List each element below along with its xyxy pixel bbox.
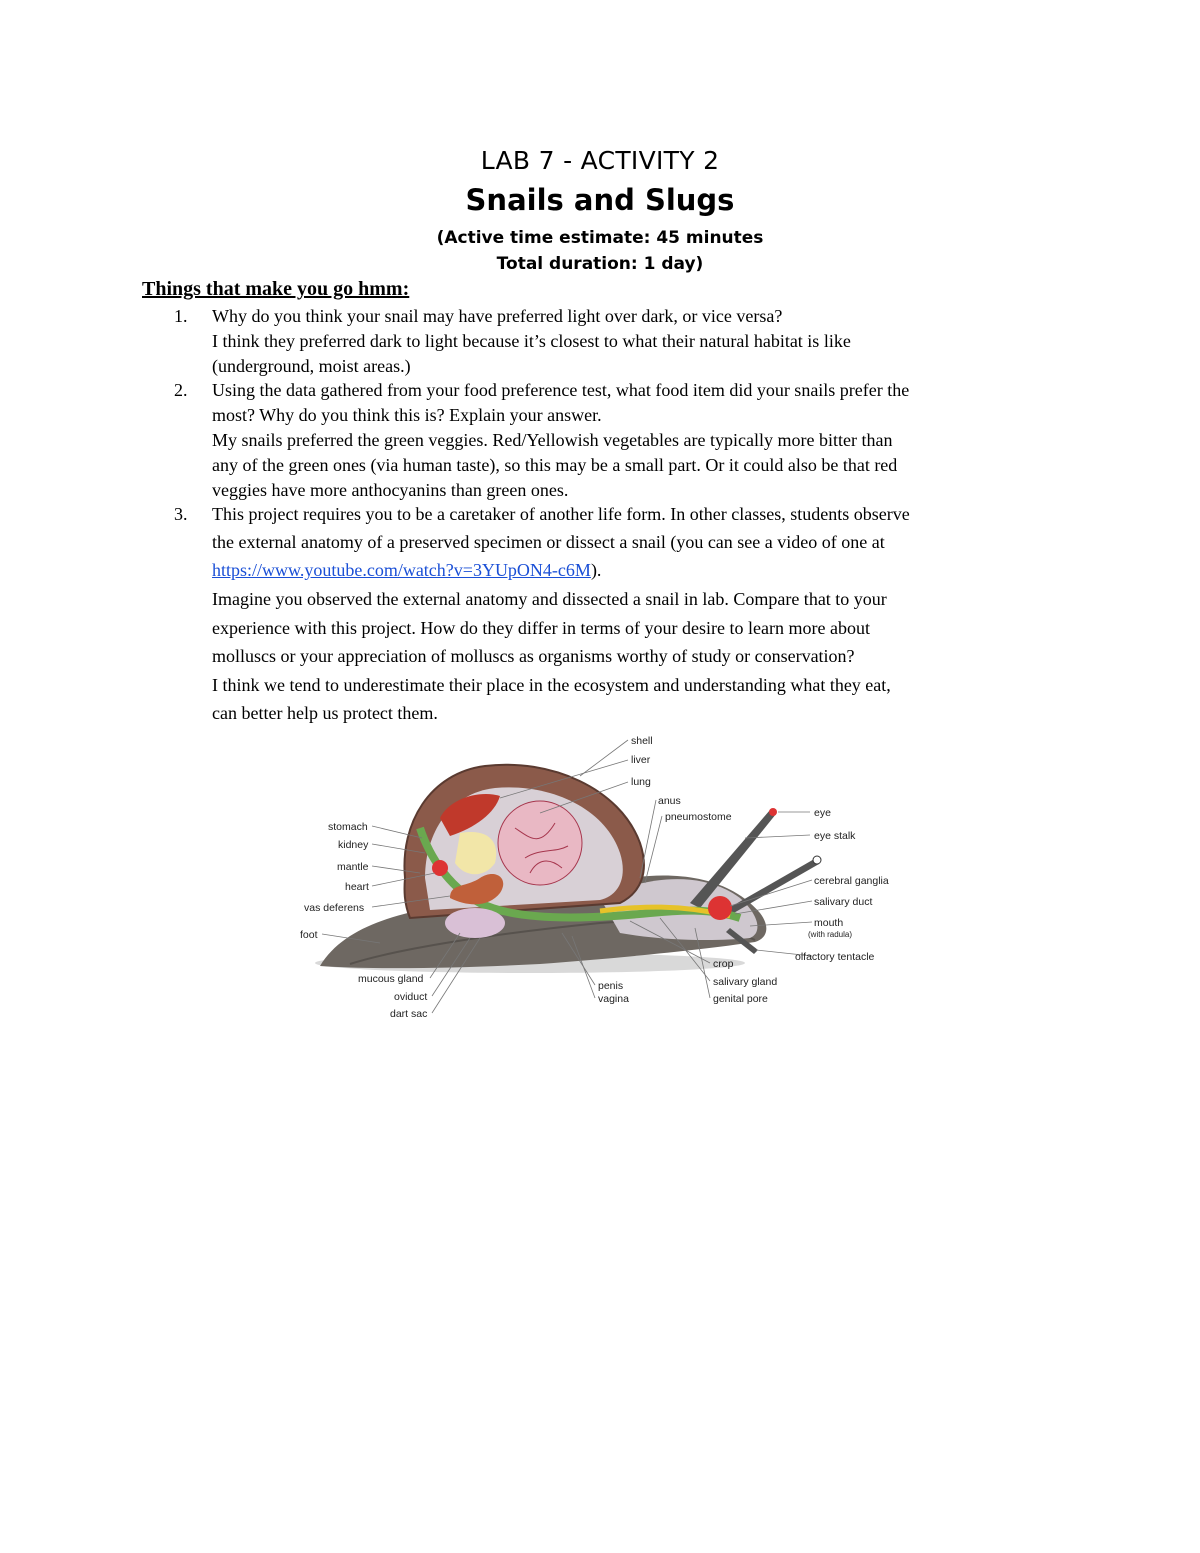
answer-text: can better help us protect them.: [212, 703, 438, 723]
question-text: This project requires you to be a caretaker of another life form. In other classes, students observe: [212, 504, 910, 524]
label-vagina: vagina: [598, 993, 629, 1005]
label-vas-deferens: vas deferens: [304, 902, 365, 914]
cerebral-ganglia: [708, 896, 732, 920]
answer-text: any of the green ones (via human taste), so this may be a small part. Or it could also be that red: [212, 455, 898, 475]
lab-title: LAB 7 - ACTIVITY 2: [480, 146, 720, 175]
label-dart-sac: dart sac: [390, 1008, 428, 1020]
question-text: Why do you think your snail may have preferred light over dark, or vice versa?: [212, 306, 783, 326]
label-genital-pore: genital pore: [713, 993, 768, 1005]
total-duration: Total duration: 1 day): [496, 254, 704, 274]
label-shell: shell: [631, 735, 653, 747]
label-kidney: kidney: [338, 839, 369, 851]
label-cerebral-ganglia: cerebral ganglia: [814, 875, 889, 887]
label-pneumostome: pneumostome: [665, 811, 732, 823]
leader-line: [640, 800, 656, 878]
page-title: Snails and Slugs: [465, 183, 735, 217]
question-text: Using the data gathered from your food preference test, what food item did your snails prefer the: [212, 380, 910, 400]
label-mantle: mantle: [337, 861, 369, 873]
label-stomach: stomach: [328, 821, 368, 833]
label-liver: liver: [631, 754, 651, 766]
question-text: experience with this project. How do they differ in terms of your desire to learn more about: [212, 618, 870, 638]
question-text: Imagine you observed the external anatomy and dissected a snail in lab. Compare that to your: [212, 589, 887, 609]
lung: [498, 801, 582, 885]
snail-anatomy-diagram: [300, 728, 910, 1028]
dart-sac: [445, 908, 505, 938]
label-eye-stalk: eye stalk: [814, 830, 856, 842]
time-estimate: (Active time estimate: 45 minutes: [436, 228, 764, 248]
label-olfactory-tentacle: olfactory tentacle: [795, 951, 875, 963]
youtube-link[interactable]: https://www.youtube.com/watch?v=3YUpON4-c6M: [212, 560, 591, 580]
question-number: 1.: [174, 306, 188, 326]
video-link-line: [212, 560, 601, 581]
label-with-radula: (with radula): [808, 930, 853, 939]
tentacle-tip: [813, 856, 821, 864]
answer-text: I think they preferred dark to light because it’s closest to what their natural habitat is like: [212, 331, 851, 351]
question-text: molluscs or your appreciation of molluscs as organisms worthy of study or conservation?: [212, 646, 855, 666]
kidney: [455, 832, 496, 874]
label-salivary-duct: salivary duct: [814, 896, 873, 908]
question-number: 3.: [174, 504, 188, 524]
section-heading: Things that make you go hmm:: [142, 278, 410, 300]
label-mucous-gland: mucous gland: [358, 973, 424, 985]
label-mouth: mouth: [814, 917, 844, 929]
label-eye: eye: [814, 807, 831, 819]
answer-text: I think we tend to underestimate their place in the ecosystem and understanding what they eat,: [212, 675, 891, 695]
question-text: the external anatomy of a preserved specimen or dissect a snail (you can see a video of one at: [212, 532, 885, 552]
label-anus: anus: [658, 795, 681, 807]
question-number: 2.: [174, 380, 188, 400]
tentacle-upper: [720, 858, 819, 918]
label-lung: lung: [631, 776, 651, 788]
label-salivary-gland: salivary gland: [713, 976, 778, 988]
label-oviduct: oviduct: [394, 991, 428, 1003]
label-penis: penis: [598, 980, 624, 992]
answer-text: My snails preferred the green veggies. Red/Yellowish vegetables are typically more bitter than: [212, 430, 893, 450]
question-text: most? Why do you think this is? Explain your answer.: [212, 405, 602, 425]
label-foot: foot: [300, 929, 318, 941]
leader-line: [580, 740, 628, 776]
leader-line: [645, 816, 662, 883]
label-crop: crop: [713, 958, 734, 970]
eye: [769, 808, 777, 816]
answer-text: (underground, moist areas.): [212, 356, 411, 376]
answer-text: veggies have more anthocyanins than green ones.: [212, 480, 569, 500]
heart: [432, 860, 448, 876]
link-suffix: ).: [590, 560, 602, 580]
label-heart: heart: [345, 881, 369, 893]
